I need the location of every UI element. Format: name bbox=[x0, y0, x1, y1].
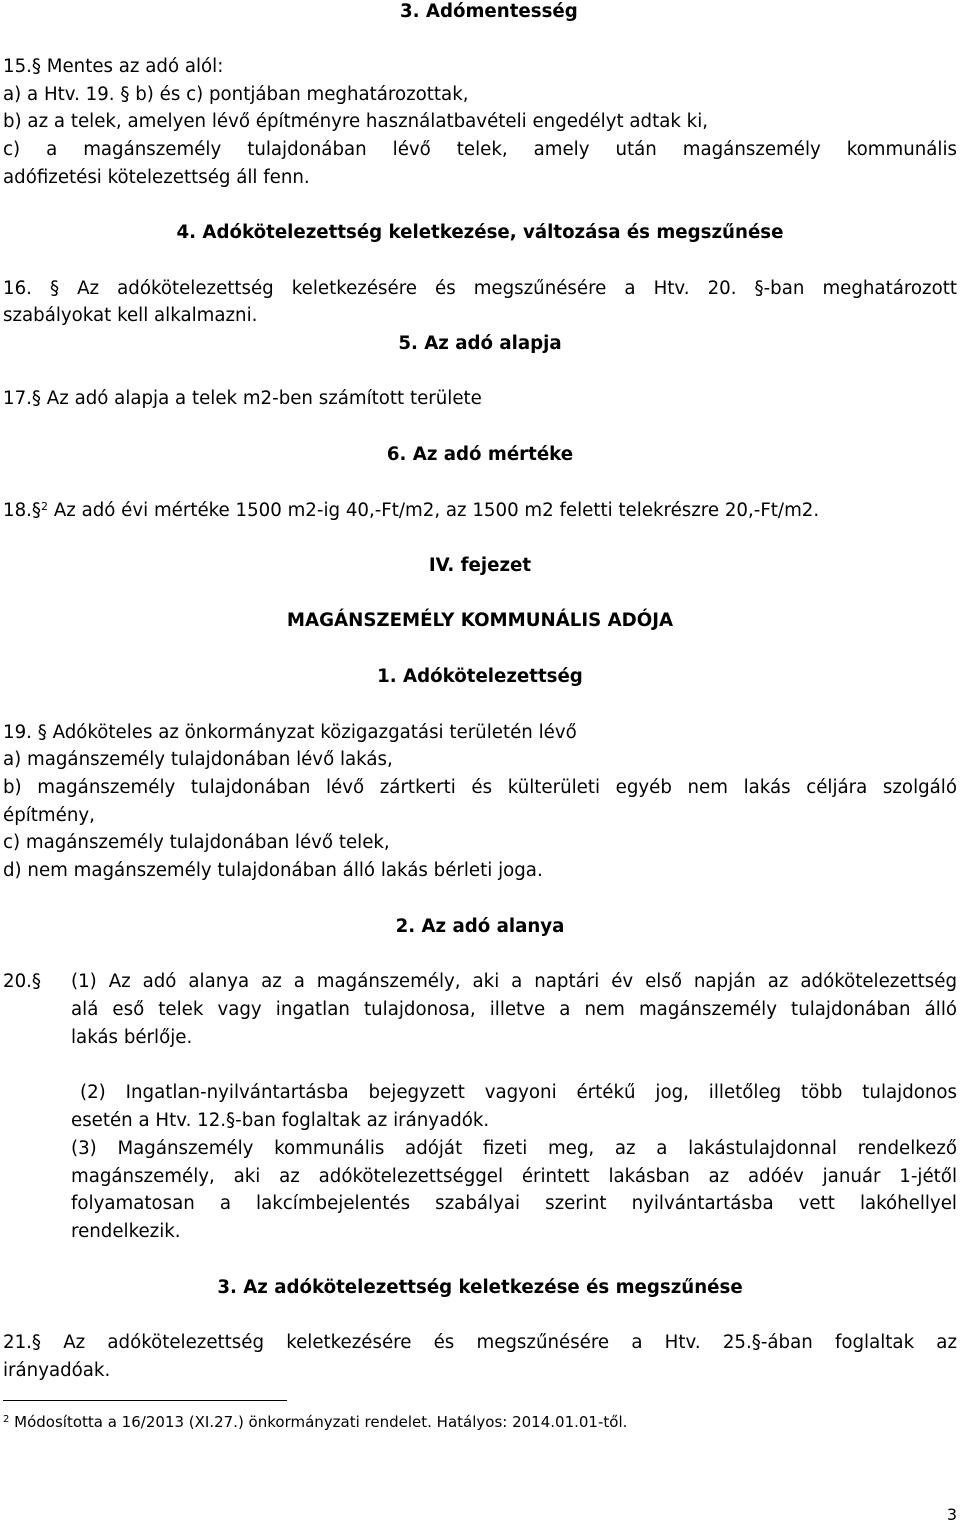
page-number: 3 bbox=[946, 1505, 957, 1524]
section-heading-keletkezes-megszunes: 3. Az adókötelezettség keletkezése és megszűnése bbox=[217, 1277, 743, 1298]
paragraph-19-line: a) magánszemély tulajdonában lévő lakás, bbox=[3, 749, 393, 770]
paragraph-20-1-line: lakás bérlője. bbox=[71, 1027, 193, 1048]
section-heading-adomentesseg: 3. Adómentesség bbox=[400, 1, 578, 22]
paragraph-20-3-line: folyamatosan a lakcímbejelentés szabályai szerint nyilvántartásba vett lakóhellyel bbox=[71, 1193, 957, 1214]
paragraph-20-3-line: (3) Magánszemély kommunális adóját fizeti meg, az a lakástulajdonnal rendelkező bbox=[71, 1138, 957, 1159]
paragraph-15-line: c) a magánszemély tulajdonában lévő telek, amely után magánszemély kommunális bbox=[3, 139, 957, 160]
paragraph-19-line: építmény, bbox=[3, 805, 95, 826]
paragraph-17: 17.§ Az adó alapja a telek m2-ben számított területe bbox=[3, 388, 482, 409]
paragraph-21-line: irányadóak. bbox=[3, 1360, 111, 1381]
paragraph-20-1-line: alá eső telek vagy ingatlan tulajdonosa, illetve a nem magánszemély tulajdonában álló bbox=[71, 999, 957, 1020]
paragraph-20-number: 20.§ bbox=[3, 971, 42, 992]
paragraph-20-2-line: (2) Ingatlan-nyilvántartásba bejegyzett vagyoni értékű jog, illetőleg több tulajdonos bbox=[80, 1082, 957, 1103]
section-heading-ado-mertek: 6. Az adó mértéke bbox=[386, 444, 574, 465]
section-heading-adokotelezettseg: 1. Adókötelezettség bbox=[377, 666, 583, 687]
paragraph-19-line: b) magánszemély tulajdonában lévő zártkerti és külterületi egyéb nem lakás céljára szolgáló bbox=[3, 777, 957, 798]
paragraph-16-line: szabályokat kell alkalmazni. bbox=[3, 305, 258, 326]
footnote bbox=[3, 1411, 627, 1433]
paragraph-19-line: c) magánszemély tulajdonában lévő telek, bbox=[3, 832, 390, 853]
paragraph-20-3-line: rendelkezik. bbox=[71, 1221, 181, 1242]
paragraph-15-line: adófizetési kötelezettség áll fenn. bbox=[3, 167, 310, 188]
chapter-number: IV. fejezet bbox=[428, 555, 532, 576]
paragraph-15-line: 15.§ Mentes az adó alól: bbox=[3, 56, 224, 77]
paragraph-19-line: d) nem magánszemély tulajdonában álló lakás bérleti joga. bbox=[3, 860, 543, 881]
footnote-text: Módosította a 16/2013 (XI.27.) önkormányzati rendelet. Hatályos: 2014.01.01-től. bbox=[9, 1413, 628, 1431]
paragraph-18-text: Az adó évi mértéke 1500 m2-ig 40,-Ft/m2, az 1500 m2 feletti telekrészre 20,-Ft/m2. bbox=[48, 500, 820, 521]
footnote-reference[interactable]: 2 bbox=[41, 500, 49, 513]
paragraph-16-line: 16. § Az adókötelezettség keletkezésére és megszűnésére a Htv. 20. §-ban meghatározott bbox=[3, 278, 957, 299]
section-heading-ado-alanya: 2. Az adó alanya bbox=[395, 916, 565, 937]
paragraph-21-line: 21.§ Az adókötelezettség keletkezésére és megszűnésére a Htv. 25.§-ában foglaltak az bbox=[3, 1332, 957, 1353]
footnote-separator bbox=[3, 1400, 287, 1401]
paragraph-15-line: a) a Htv. 19. § b) és c) pontjában meghatározottak, bbox=[3, 84, 469, 105]
paragraph-20-3-line: magánszemély, aki az adókötelezettséggel érintett lakásban az adóév január 1-jétől bbox=[71, 1166, 957, 1187]
footnote-number: 2 bbox=[3, 1414, 10, 1425]
paragraph-19-line: 19. § Adóköteles az önkormányzat közigazgatási területén lévő bbox=[3, 722, 577, 743]
chapter-title: MAGÁNSZEMÉLY KOMMUNÁLIS ADÓJA bbox=[286, 610, 674, 631]
paragraph-15-line: b) az a telek, amelyen lévő építményre használatbavételi engedélyt adtak ki, bbox=[3, 111, 709, 132]
section-heading-adokotelezettseg-keletkezese: 4. Adókötelezettség keletkezése, változása és megszűnése bbox=[176, 222, 784, 243]
paragraph-18 bbox=[3, 497, 957, 525]
paragraph-20-2-line: esetén a Htv. 12.§-ban foglaltak az irányadók. bbox=[71, 1110, 490, 1131]
paragraph-18-number: 18.§ bbox=[3, 500, 42, 521]
paragraph-20-1-line: (1) Az adó alanya az a magánszemély, aki a naptári év első napján az adókötelezettség bbox=[71, 971, 957, 992]
section-heading-adoalap: 5. Az adó alapja bbox=[398, 333, 562, 354]
